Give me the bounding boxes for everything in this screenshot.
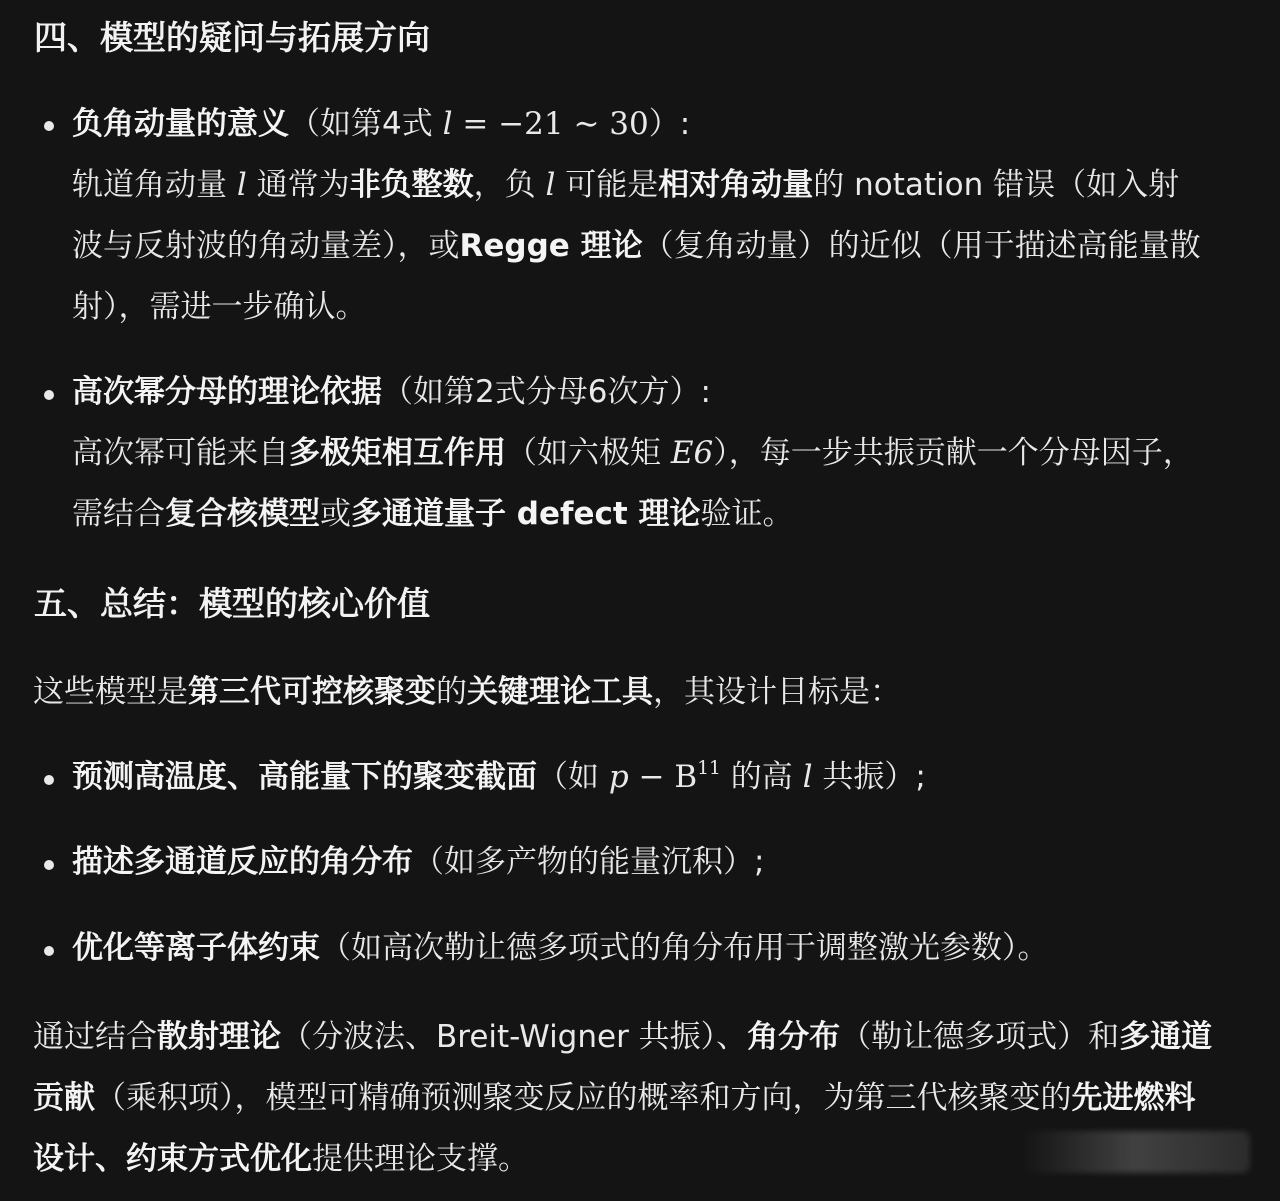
text-span: （如高次勒让德多项式的角分布用于调整激光参数）。 xyxy=(320,930,1049,966)
summary-line-3 xyxy=(33,1139,529,1179)
text-span: ，负 xyxy=(473,167,536,203)
text-span: 通常为 xyxy=(256,167,350,203)
section-4-heading: 四、模型的疑问与拓展方向 xyxy=(34,18,430,57)
bullet-1-body-line-2 xyxy=(72,226,1201,266)
bullet-dot xyxy=(44,775,54,785)
text-span: 的 xyxy=(436,674,467,710)
bullet-dot xyxy=(44,946,54,956)
text-span: （如 xyxy=(537,759,599,795)
text-span: 可能是 xyxy=(565,167,659,203)
goal-1-title: 预测高温度、高能量下的聚变截面 xyxy=(72,759,537,795)
bold-relative-momentum: 相对角动量 xyxy=(658,167,814,203)
bullet-dot xyxy=(44,390,54,400)
text-span: 共振）; xyxy=(822,759,926,795)
bold-compound-nucleus: 复合核模型 xyxy=(165,496,320,532)
text-span: 验证。 xyxy=(700,496,794,532)
text-span: 这些模型是 xyxy=(33,674,188,710)
math-b: − B xyxy=(638,759,698,795)
math-p: p xyxy=(608,759,629,795)
bold-regge: Regge 理论 xyxy=(459,228,643,264)
bullet-dot xyxy=(44,860,54,870)
section-5-intro xyxy=(33,672,901,712)
text-span: （如多产物的能量沉积）; xyxy=(413,844,765,880)
bullet-dot xyxy=(44,121,54,131)
bullet-2-title: 高次幂分母的理论依据 xyxy=(72,374,382,410)
goal-2-title: 描述多通道反应的角分布 xyxy=(72,844,413,880)
bold-advanced-fuel: 先进燃料 xyxy=(1071,1080,1196,1116)
text-span: ），每一步共振贡献一个分母因子， xyxy=(713,435,1194,471)
math-l: l xyxy=(442,106,453,142)
watermark-blur xyxy=(1020,1131,1250,1173)
bold-non-negative: 非负整数 xyxy=(349,167,474,203)
bullet-1-title-line xyxy=(72,104,690,144)
text-span: 提供理论支撑。 xyxy=(312,1141,529,1177)
bold-multipole: 多极矩相互作用 xyxy=(289,435,506,471)
text-span: 轨道角动量 xyxy=(72,167,227,203)
bullet-2-body-line-1 xyxy=(72,433,1194,473)
bullet-2-body-line-2 xyxy=(72,494,794,534)
text-span: 通过结合 xyxy=(33,1019,157,1055)
bold-scattering: 散射理论 xyxy=(157,1019,281,1055)
bold-qdt: 多通道量子 defect 理论 xyxy=(351,496,701,532)
text-span: 射），需进一步确认。 xyxy=(72,289,367,325)
text-span: 高次幂可能来自 xyxy=(72,435,289,471)
summary-line-1 xyxy=(33,1017,1212,1057)
text-span: 的 notation 错误（如入射 xyxy=(813,167,1180,203)
goal-3-title: 优化等离子体约束 xyxy=(72,930,320,966)
goal-bullet-1 xyxy=(72,757,926,797)
text-span: 需结合 xyxy=(72,496,165,532)
text-span: 波与反射波的角动量差），或 xyxy=(72,228,460,264)
summary-line-2 xyxy=(33,1078,1196,1118)
bold-contribution: 贡献 xyxy=(33,1080,95,1116)
math-range: = −21 ∼ 30 xyxy=(462,106,649,142)
text-span: ，其设计目标是： xyxy=(653,674,901,710)
text-span: （复角动量）的近似（用于描述高能量散 xyxy=(642,228,1201,264)
bold-key-tools: 关键理论工具 xyxy=(467,674,653,710)
bold-angular: 角分布 xyxy=(747,1019,841,1055)
math-sup-11: 11 xyxy=(697,757,721,779)
bullet-1-paren: （如第4式 xyxy=(289,106,433,142)
text-span: （如六极矩 xyxy=(506,435,661,471)
goal-bullet-3 xyxy=(72,928,1049,968)
text-span: （勒让德多项式）和 xyxy=(840,1019,1120,1055)
goal-bullet-2 xyxy=(72,842,764,882)
text-span: （分波法、Breit-Wigner 共振）、 xyxy=(281,1019,748,1055)
section-5-heading: 五、总结：模型的核心价值 xyxy=(34,584,430,623)
text-span: 或 xyxy=(320,496,351,532)
math-l: l xyxy=(545,167,556,203)
math-l: l xyxy=(236,167,247,203)
bold-design-optimization: 设计、约束方式优化 xyxy=(33,1141,312,1177)
bold-third-gen: 第三代可控核聚变 xyxy=(188,674,436,710)
text-span: 的高 xyxy=(730,759,793,795)
math-l: l xyxy=(802,759,813,795)
bullet-1-paren-close: ）: xyxy=(648,106,691,142)
bullet-1-body-line-3 xyxy=(72,287,367,327)
math-e6: E6 xyxy=(670,435,714,471)
bold-multichannel: 多通道 xyxy=(1119,1019,1213,1055)
text-span: （如第2式分母6次方）: xyxy=(382,374,711,410)
bullet-2-title-line xyxy=(72,372,711,412)
bullet-1-title: 负角动量的意义 xyxy=(72,106,289,142)
text-span: （乘积项），模型可精确预测聚变反应的概率和方向，为第三代核聚变的 xyxy=(95,1080,1072,1116)
bullet-1-body-line-1 xyxy=(72,165,1179,205)
